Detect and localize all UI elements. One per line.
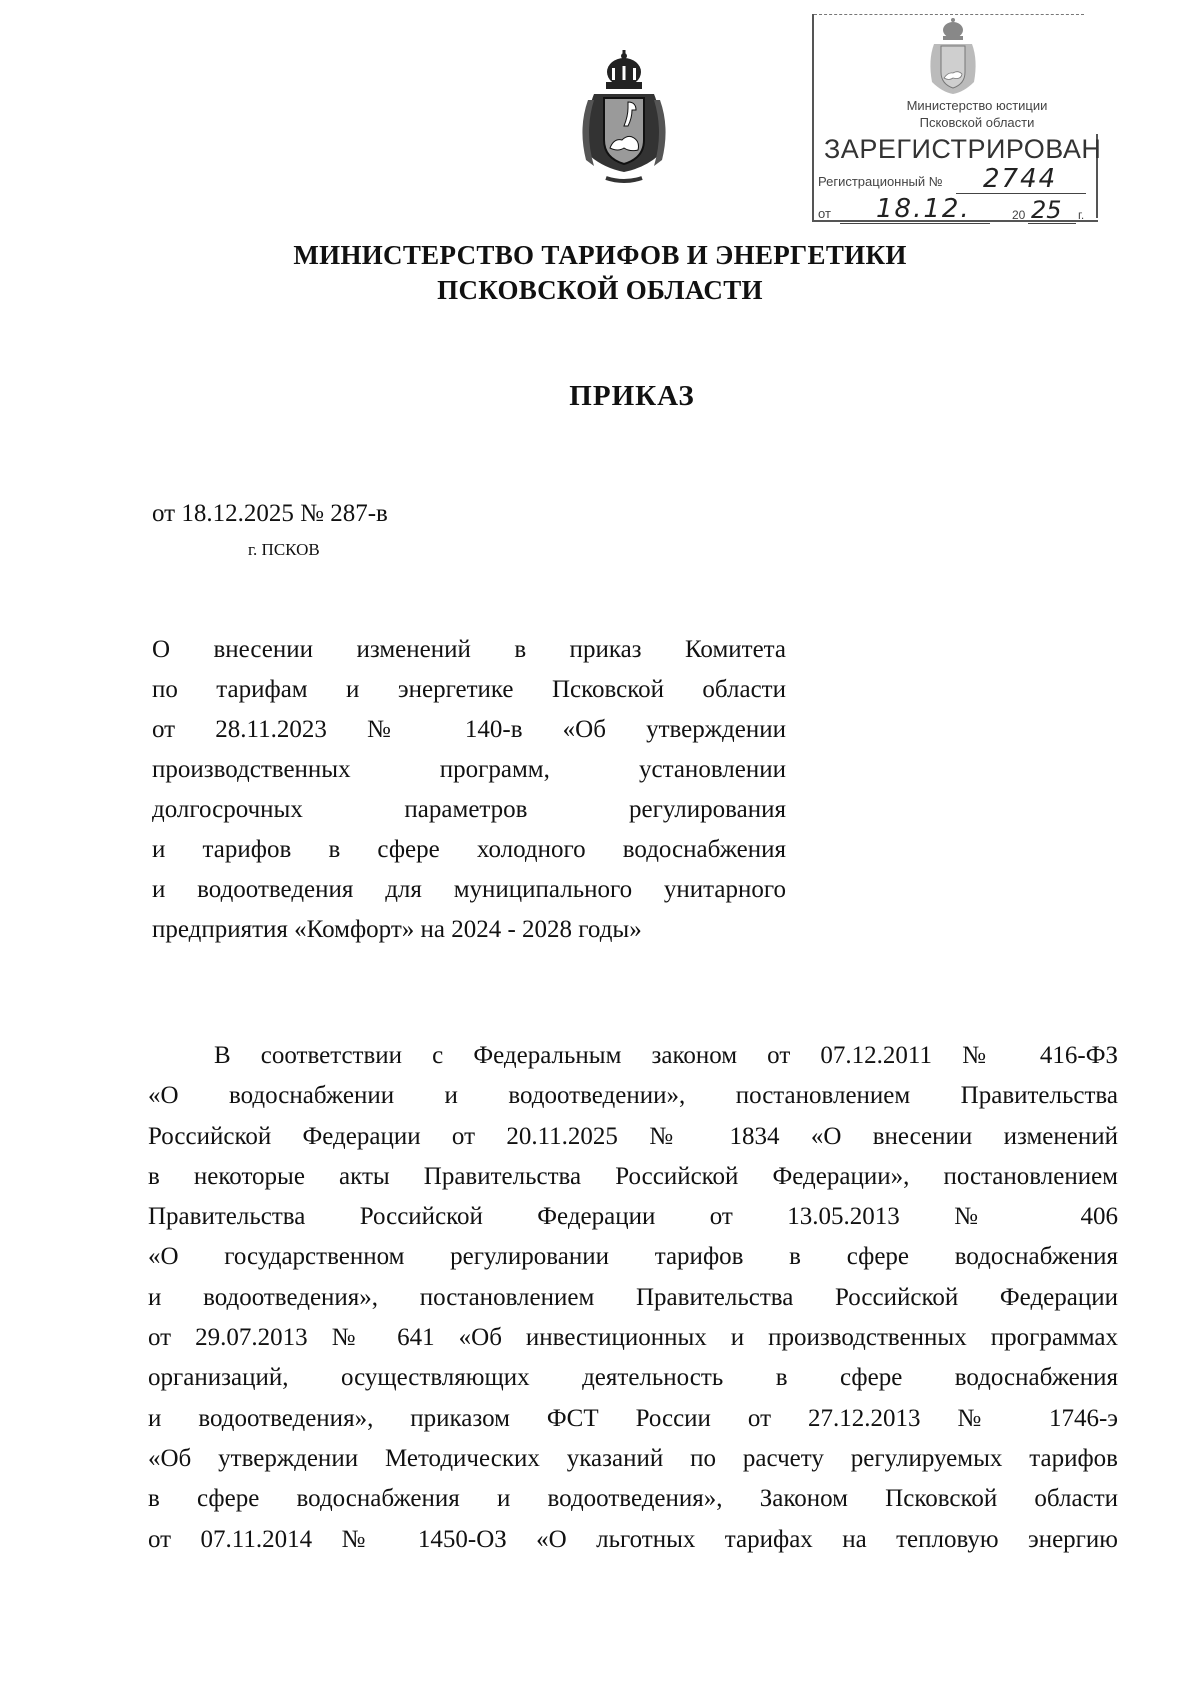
subject-line: производственных программ, установлении — [152, 756, 786, 783]
stamp-date-from: от — [818, 206, 831, 221]
stamp-status: ЗАРЕГИСТРИРОВАН — [824, 134, 1102, 164]
ministry-name-line2: ПСКОВСКОЙ ОБЛАСТИ — [437, 275, 763, 305]
body-line: и водоотведения», приказом ФСТ России от 27.12.2013 № 1746-э — [148, 1404, 1118, 1432]
body-line: Правительства Российской Федерации от 13.05.2013 № 406 — [148, 1203, 1118, 1231]
stamp-reg-number: 2744 — [983, 164, 1058, 194]
order-subject — [152, 630, 786, 950]
body-line: В соответствии с Федеральным законом от 07.12.2011 № 416-ФЗ — [214, 1042, 1118, 1069]
stamp-year-value: 25 — [1031, 196, 1062, 224]
body-line: в сфере водоснабжения и водоотведения», Законом Псковской области — [148, 1485, 1118, 1513]
body-paragraph — [148, 1036, 1118, 1560]
stamp-year-suffix: г. — [1078, 208, 1085, 222]
stamp-reg-label: Регистрационный № — [818, 174, 943, 189]
body-line: от 29.07.2013 № 641 «Об инвестиционных и производственных программах — [148, 1324, 1118, 1352]
stamp-emblem — [924, 16, 982, 98]
body-line: и водоотведения», постановлением Правительства Российской Федерации — [148, 1283, 1118, 1311]
subject-line: и водоотведения для муниципального унитарного — [152, 876, 786, 903]
stamp-date-row — [818, 194, 1098, 226]
coat-of-arms-emblem — [574, 48, 674, 188]
body-line: «Об утверждении Методических указаний по расчету регулируемых тарифов — [148, 1444, 1118, 1472]
subject-line: и тарифов в сфере холодного водоснабжения — [152, 836, 786, 863]
stamp-reg-row — [818, 164, 1098, 196]
order-number: от 18.12.2025 № 287-в — [152, 500, 388, 527]
stamp-date-value: 18.12. — [876, 194, 971, 224]
stamp-year-prefix: 20 — [1012, 208, 1026, 222]
body-line: «О государственном регулировании тарифов в сфере водоснабжения — [148, 1243, 1118, 1271]
body-line: от 07.11.2014 № 1450-ОЗ «О льготных тарифах на тепловую энергию — [148, 1525, 1118, 1553]
subject-line: долгосрочных параметров регулирования — [152, 796, 786, 823]
registration-stamp — [812, 14, 1102, 224]
document-type-title: ПРИКАЗ — [569, 380, 695, 412]
subject-line: по тарифам и энергетике Псковской области — [152, 676, 786, 703]
stamp-top-border — [814, 14, 1084, 15]
ministry-name-line1: МИНИСТЕРСТВО ТАРИФОВ И ЭНЕРГЕТИКИ — [293, 240, 907, 270]
city-name: г. ПСКОВ — [248, 540, 320, 559]
subject-line: О внесении изменений в приказ Комитета — [152, 636, 786, 663]
subject-line: предприятия «Комфорт» на 2024 - 2028 годы» — [152, 916, 642, 943]
stamp-org-line2: Псковской области — [919, 115, 1035, 130]
body-line: «О водоснабжении и водоотведении», постановлением Правительства — [148, 1082, 1118, 1110]
body-line: организаций, осуществляющих деятельность в сфере водоснабжения — [148, 1364, 1118, 1392]
body-line: Российской Федерации от 20.11.2025 № 1834 «О внесении изменений — [148, 1122, 1118, 1150]
body-line: в некоторые акты Правительства Российской Федерации», постановлением — [148, 1162, 1118, 1190]
subject-line: от 28.11.2023 № 140-в «Об утверждении — [152, 716, 786, 743]
stamp-org-line1: Министерство юстиции — [906, 98, 1048, 113]
